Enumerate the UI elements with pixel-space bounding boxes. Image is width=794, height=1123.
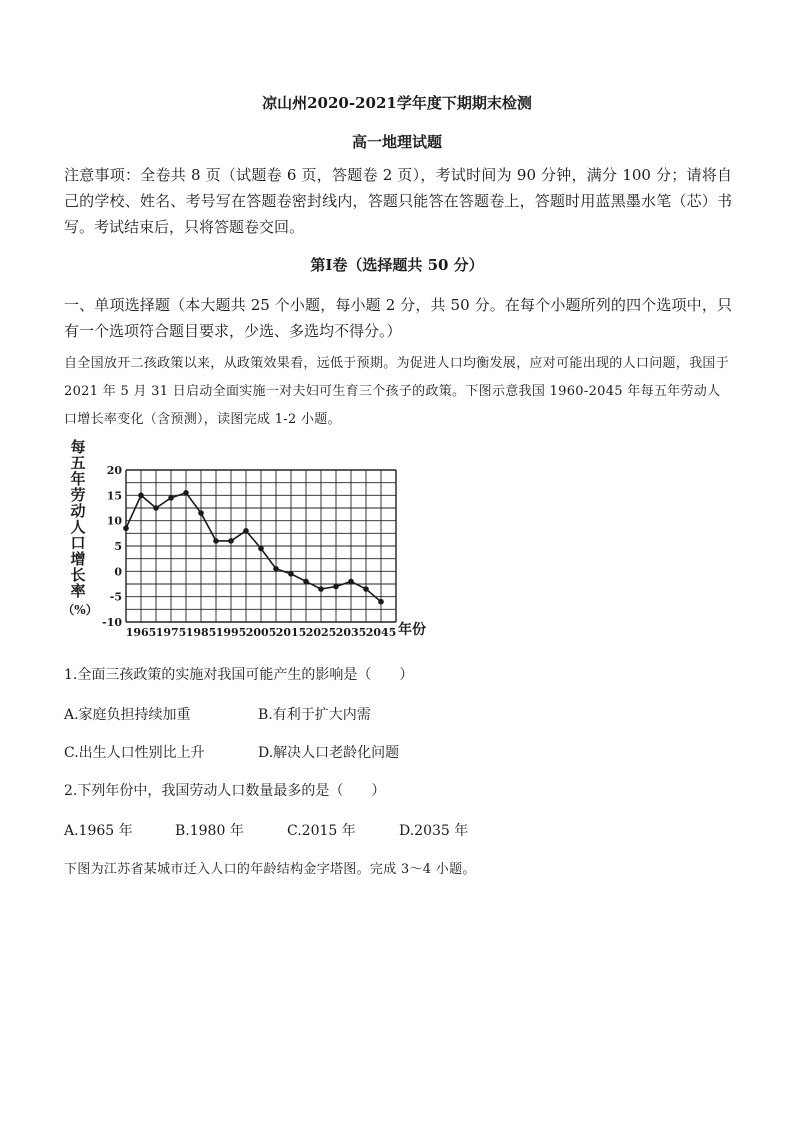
y-label-char: 五: [70, 454, 86, 472]
q1-option-d: D.解决人口老龄化问题: [258, 745, 400, 761]
material-1: 自全国放开二孩政策以来，从政策效果看，远低于预期。为促进人口均衡发展，应对可能出现的人口问题，我国于 2021 年 5 月 31 日启动全面实施一对夫妇可生育三个孩子的政策。下图示意我国 1960-2045 年每五年劳动人口增长率变化（含预测），读图完成 1-2 小题。: [64, 356, 730, 427]
x-tick-label: 2025: [305, 626, 337, 639]
q1-option-a: A.家庭负担持续加重: [64, 707, 191, 723]
q2-option-a: A.1965 年: [64, 823, 133, 839]
data-point: [243, 528, 249, 534]
y-label-char: 率: [70, 582, 86, 600]
q1-option-b: B.有利于扩大内需: [258, 707, 371, 723]
data-point: [198, 510, 204, 516]
y-tick-label: 20: [106, 464, 122, 477]
data-point: [168, 495, 174, 501]
y-label-char: 口: [70, 534, 86, 552]
y-label-unit: （%）: [62, 603, 98, 617]
y-tick-label: 10: [106, 514, 122, 528]
x-tick-label: 1985: [185, 626, 217, 639]
x-tick-label: 2045: [365, 626, 397, 639]
y-label-char: 每: [70, 438, 86, 456]
q2-option-c: C.2015 年: [287, 823, 356, 839]
part-intro: 一、单项选择题（本大题共 25 个小题，每小题 2 分，共 50 分。在每个小题所列的四个选项中，只有一个选项符合题目要求，少选、多选均不得分。）: [64, 296, 732, 340]
y-label-char: 长: [70, 566, 86, 584]
y-label-char: 增: [70, 550, 86, 568]
chart-xticks: [126, 626, 397, 639]
labor-growth-chart: [60, 436, 450, 651]
y-tick-label: 0: [114, 565, 122, 579]
material-2: 下图为江苏省某城市迁入人口的年龄结构金字塔图。完成 3～4 小题。: [64, 862, 476, 877]
y-tick-label: -5: [109, 590, 122, 604]
chart-xlabel: 年份: [398, 622, 426, 638]
data-point: [153, 505, 159, 511]
chart-yticks: [102, 464, 122, 629]
x-tick-label: 2015: [275, 626, 307, 639]
y-label-char: 劳: [70, 486, 86, 504]
chart-ylabel: [62, 438, 97, 617]
data-point: [138, 493, 144, 499]
data-point: [273, 566, 279, 572]
question-1-stem: 1.全面三孩政策的实施对我国可能产生的影响是（ ）: [64, 667, 414, 683]
q1-option-c: C.出生人口性别比上升: [64, 745, 205, 761]
data-point: [288, 571, 294, 577]
data-point: [123, 525, 129, 531]
data-point: [303, 579, 309, 585]
data-point: [348, 579, 354, 585]
x-tick-label: 1975: [155, 626, 187, 639]
question-2-stem: 2.下列年份中，我国劳动人口数量最多的是（ ）: [64, 783, 386, 799]
data-point: [228, 538, 234, 544]
data-point: [213, 538, 219, 544]
data-point: [258, 546, 264, 552]
data-point: [183, 490, 189, 496]
exam-subtitle: 高一地理试题: [351, 133, 442, 151]
data-point: [318, 586, 324, 592]
x-tick-label: 2035: [335, 626, 367, 639]
exam-title: 凉山州2020-2021学年度下期期末检测: [262, 94, 532, 112]
x-tick-label: 1965: [125, 626, 157, 639]
y-label-char: 动: [70, 502, 86, 520]
y-label-char: 年: [70, 470, 86, 488]
q2-option-d: D.2035 年: [399, 823, 469, 839]
y-tick-label: 15: [106, 489, 122, 503]
series-line: [126, 493, 381, 602]
y-tick-label: 5: [114, 540, 122, 553]
chart-series: [123, 490, 384, 605]
y-tick-label: -10: [102, 616, 122, 629]
notice-text: 注意事项：全卷共 8 页（试题卷 6 页，答题卷 2 页），考试时间为 90 分钟，满分 100 分；请将自己的学校、姓名、考号写在答题卷密封线内，答题只能答在答题卷上，答题时用蓝黑墨水笔（芯）书写。考试结束后，只将答题卷交回。: [64, 166, 732, 236]
data-point: [378, 599, 384, 605]
section-title: 第Ⅰ卷（选择题共 50 分）: [310, 256, 484, 274]
data-point: [333, 584, 339, 590]
x-tick-label: 1995: [215, 626, 247, 639]
q2-option-b: B.1980 年: [175, 823, 244, 839]
x-tick-label: 2005: [245, 626, 277, 639]
data-point: [363, 586, 369, 592]
y-label-char: 人: [70, 518, 86, 536]
